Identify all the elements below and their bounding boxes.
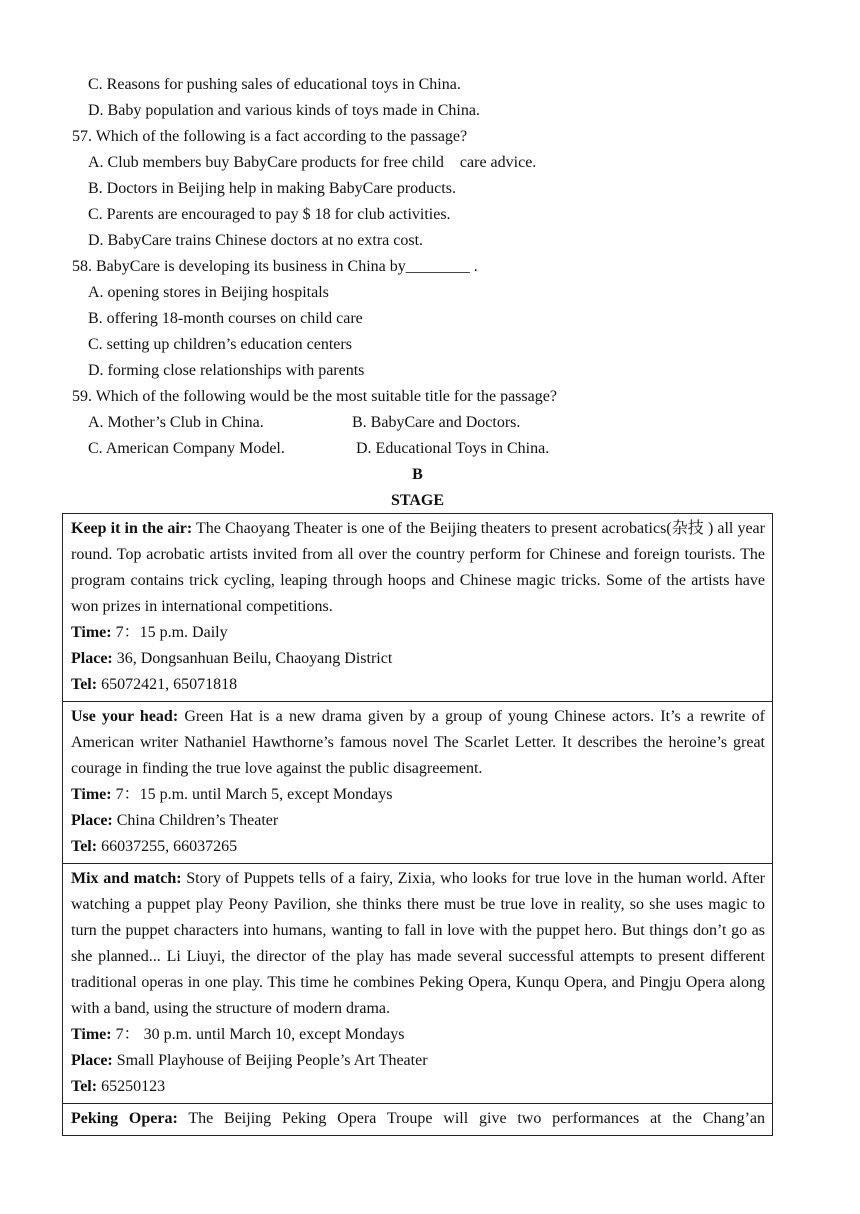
prev-option-d: D. Baby population and various kinds of toys made in China. (88, 102, 480, 119)
q58-option-c: C. setting up children’s education centers (88, 336, 352, 353)
listing-description (71, 516, 765, 620)
listing-place (71, 646, 765, 672)
time-label: Time: (71, 1026, 112, 1043)
listing-cell-peking-opera (63, 1104, 773, 1136)
listing-cell-puppets (63, 864, 773, 1104)
time-value: 7： 30 p.m. until March 10, except Mondays (111, 1026, 405, 1043)
q59-option-a: A. Mother’s Club in China. (88, 414, 264, 431)
listing-body: Green Hat is a new drama given by a group of young Chinese actors. It’s a rewrite of American writer Nathaniel Hawthorne’s famous novel The Scarlet Letter. It describes the heroine’s great courage in finding the true love against the public disagreement. (71, 708, 765, 777)
tel-value: 65250123 (97, 1078, 166, 1095)
section-title: STAGE (390, 492, 445, 509)
q59-option-c: C. American Company Model. (88, 440, 285, 457)
tel-value: 66037255, 66037265 (97, 838, 238, 855)
listing-cell-acrobatics (63, 514, 773, 702)
q59-stem: 59. Which of the following would be the most suitable title for the passage? (72, 388, 557, 405)
listing-description (71, 704, 765, 782)
time-value: 7：15 p.m. Daily (111, 624, 228, 641)
prev-option-c: C. Reasons for pushing sales of educational toys in China. (88, 76, 461, 93)
q57-option-a: A. Club members buy BabyCare products for free child care advice. (88, 154, 537, 171)
listing-time (71, 1022, 765, 1048)
q57-option-b: B. Doctors in Beijing help in making BabyCare products. (88, 180, 456, 197)
section-letter: B (412, 466, 423, 483)
place-label: Place: (71, 650, 113, 667)
listing-heading: Use your head: (71, 708, 179, 725)
q59-option-d: D. Educational Toys in China. (356, 440, 550, 457)
tel-value: 65072421, 65071818 (97, 676, 238, 693)
q58-option-b: B. offering 18-month courses on child care (88, 310, 363, 327)
listing-place (71, 1048, 765, 1074)
listing-description (71, 1106, 765, 1132)
q59-option-b: B. BabyCare and Doctors. (352, 414, 521, 431)
place-label: Place: (71, 812, 113, 829)
listing-row (63, 514, 773, 702)
listing-heading: Mix and match: (71, 870, 182, 887)
listing-place (71, 808, 765, 834)
listing-tel (71, 1074, 765, 1100)
place-label: Place: (71, 1052, 113, 1069)
listing-heading: Keep it in the air: (71, 520, 193, 537)
listing-heading: Peking Opera: (71, 1110, 178, 1127)
q58-option-a: A. opening stores in Beijing hospitals (88, 284, 329, 301)
q57-stem: 57. Which of the following is a fact according to the passage? (72, 128, 468, 145)
q58-option-d: D. forming close relationships with parents (88, 362, 365, 379)
listing-tel (71, 834, 765, 860)
time-label: Time: (71, 624, 112, 641)
listing-row (63, 864, 773, 1104)
tel-label: Tel: (71, 838, 98, 855)
time-label: Time: (71, 786, 112, 803)
listing-time (71, 620, 765, 646)
listing-cell-green-hat (63, 702, 773, 864)
q57-option-c: C. Parents are encouraged to pay $ 18 for club activities. (88, 206, 451, 223)
tel-label: Tel: (71, 1078, 98, 1095)
q58-stem: 58. BabyCare is developing its business in China by________ . (72, 258, 478, 275)
listing-body: The Beijing Peking Opera Troupe will give two performances at the Chang’an (177, 1110, 765, 1127)
listing-body: Story of Puppets tells of a fairy, Zixia, who looks for true love in the human world. After watching a puppet play Peony Pavilion, she thinks there must be true love in reality, so she uses magic to turn the puppet characters into humans, wanting to fall in love with the puppet hero. But things don’t go as she planned... Li Liuyi, the director of the play has made several successful attempts to present different traditional operas in one play. This time he combines Peking Opera, Kunqu Opera, and Pingju Opera along with a band, using the structure of modern drama. (71, 870, 765, 1017)
listing-body: The Chaoyang Theater is one of the Beijing theaters to present acrobatics(杂技 ) all year round. Top acrobatic artists invited from all over the country perform for Chinese and foreign tourists. The program contains trick cycling, leaping through hoops and Chinese magic tricks. Some of the artists have won prizes in international competitions. (71, 520, 765, 615)
q57-option-d: D. BabyCare trains Chinese doctors at no extra cost. (88, 232, 424, 249)
stage-listings-table (62, 513, 773, 1136)
time-value: 7：15 p.m. until March 5, except Mondays (111, 786, 393, 803)
listing-tel (71, 672, 765, 698)
listing-row (63, 1104, 773, 1136)
tel-label: Tel: (71, 676, 98, 693)
place-value: Small Playhouse of Beijing People’s Art Theater (112, 1052, 428, 1069)
listing-time (71, 782, 765, 808)
listing-row (63, 702, 773, 864)
place-value: China Children’s Theater (112, 812, 279, 829)
listing-description (71, 866, 765, 1022)
place-value: 36, Dongsanhuan Beilu, Chaoyang District (112, 650, 393, 667)
